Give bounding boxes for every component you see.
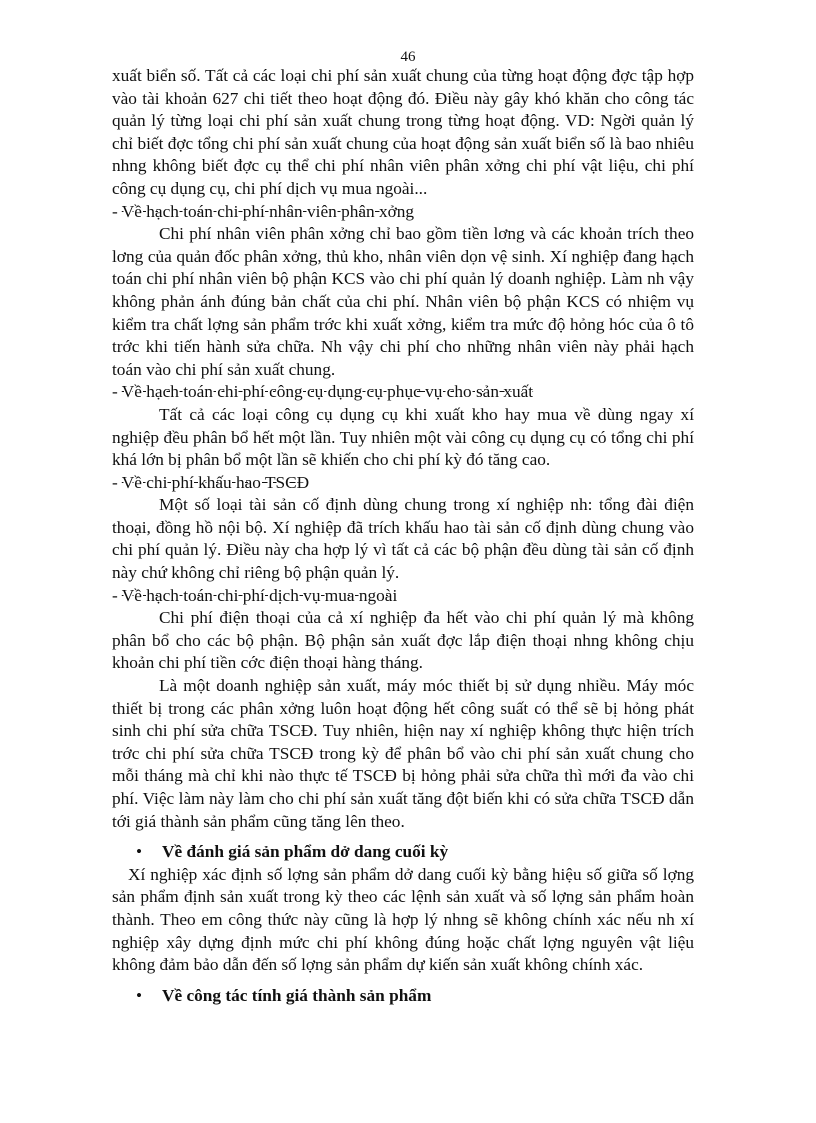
section-heading-text: Về hạch toán chi phí công cụ dụng cụ phục vụ cho sản xuất — [121, 382, 534, 402]
bullet-heading — [112, 841, 694, 864]
section-heading-text: Về chi phí khấu hao TSCĐ — [121, 472, 310, 492]
bullet-icon: • — [136, 842, 143, 862]
paragraph: xuất biển số. Tất cả các loại chi phí sản xuất chung của từng hoạt động đợc tập hợp vào tài khoản 627 chi tiết theo hoạt động đó. Điều này gây khó khăn cho công tác quản lý từng loại chi phí sản xuất chung trong từng hoạt động. VD: Ngời quản lý chỉ biết đợc tổng chi phí sản xuất chung của hoạt động sản xuất biển số là bao nhiêu nhng không biết đợc cụ thể chi phí nhân viên phân xởng chi phí vật liệu, chi phí công cụ dụng cụ, chi phí dịch vụ mua ngoài... — [112, 66, 694, 198]
section-heading — [112, 472, 694, 495]
bullet-icon: • — [136, 985, 143, 1005]
section-heading-text: Về hạch toán chi phí dịch vụ mua ngoài — [121, 585, 398, 605]
paragraph: Tất cả các loại công cụ dụng cụ khi xuất kho hay mua về dùng ngay xí nghiệp đều phân bổ hết một lần. Tuy nhiên một vài công cụ dụng cụ có tổng chi phí khá lớn bị phân bổ một lần sẽ khiến cho chi phí kỳ đó tăng cao. — [112, 404, 694, 470]
bullet-heading-text: Về đánh giá sản phẩm dở dang cuối kỳ — [162, 842, 449, 862]
document-body — [112, 65, 694, 1007]
bullet-heading-text: Về công tác tính giá thành sản phẩm — [162, 985, 432, 1005]
section-heading — [112, 201, 694, 224]
dash-marker: - — [112, 382, 118, 402]
paragraph: Xí nghiệp xác định số lợng sản phẩm dở dang cuối kỳ bằng hiệu số giữa số lợng sản phẩm định sản xuất trong kỳ theo các lệnh sản xuất và số lợng sản phẩm hoàn thành. Theo em công thức này cũng là hợp lý nhng sẽ không chính xác nếu nh xí nghiệp xây dựng định mức chi phí không đúng hoặc chất lợng nguyên vật liệu không đảm bảo dẫn đến số lợng sản phẩm dự kiến sản xuất không chính xác. — [112, 864, 694, 975]
paragraph: Chi phí nhân viên phân xởng chỉ bao gồm tiền lơng và các khoản trích theo lơng của quản đốc phân xởng, thủ kho, nhân viên dọn vệ sinh. Xí nghiệp đang hạch toán chi phí nhân viên bộ phận KCS vào chi phí quản lý doanh nghiệp. Làm nh vậy không phản ánh đúng bản chất của chi phí. Nhân viên bộ phận KCS có nhiệm vụ kiểm tra chất lợng sản phẩm trớc khi xuất xởng, kiểm tra mức độ hỏng hóc của ô tô trớc khi tiến hành sửa chữa. Nh vậy chi phí cho những nhân viên này phải hạch toán vào chi phí sản xuất chung. — [112, 224, 694, 379]
paragraph: Một số loại tài sản cố định dùng chung trong xí nghiệp nh: tổng đài điện thoại, đồng hồ nội bộ. Xí nghiệp đã trích khấu hao tài sản cố định dùng chung vào chi phí quản lý. Điều này cha hợp lý vì tất cả các bộ phận đều dùng tài sản cố định này chứ không chỉ riêng bộ phận quản lý. — [112, 495, 694, 583]
section-heading — [112, 585, 694, 608]
dash-marker: - — [112, 472, 118, 492]
dash-marker: - — [112, 585, 118, 605]
section-heading — [112, 381, 694, 404]
section-heading-text: Về hạch toán chi phí nhân viên phân xởng — [121, 201, 415, 221]
page-number: 46 — [400, 49, 416, 65]
bullet-heading — [112, 985, 694, 1008]
paragraph: Chi phí điện thoại của cả xí nghiệp đa hết vào chi phí quản lý mà không phân bổ cho các bộ phận. Bộ phận sản xuất đợc lắp điện thoại nhng không chịu khoản chi phí tiền cớc điện thoại hàng tháng. — [112, 608, 694, 673]
dash-marker: - — [112, 201, 118, 221]
paragraph: Là một doanh nghiệp sản xuất, máy móc thiết bị sử dụng nhiều. Máy móc thiết bị trong các phân xởng luôn hoạt động hết công suất có thể sẽ bị hỏng phát sinh chi phí sửa chữa TSCĐ. Tuy nhiên, hiện nay xí nghiệp không thực hiện trích trớc chi phí sửa chữa TSCĐ trong kỳ để phân bổ vào chi phí sản xuất chung cho mỗi tháng mà chỉ khi nào thực tế TSCĐ bị hỏng phải sửa chữa thì mới đa vào chi phí. Việc làm này làm cho chi phí sản xuất tăng đột biến khi có sửa chữa TSCĐ dẫn tới giá thành sản phẩm cũng tăng lên theo. — [112, 676, 694, 831]
